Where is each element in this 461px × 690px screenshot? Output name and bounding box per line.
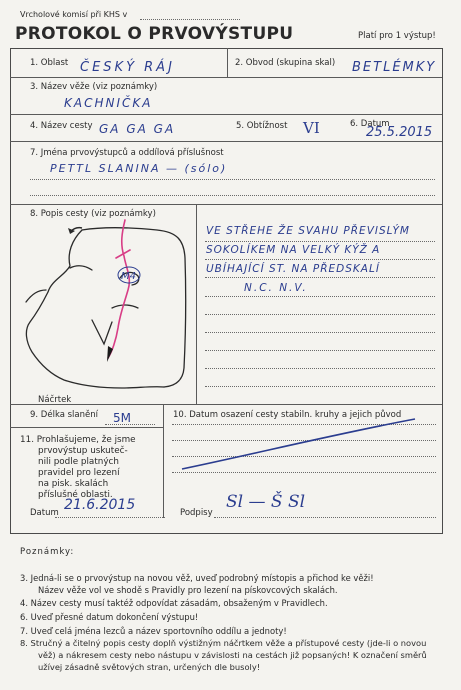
signature-date-value: 21.6.2015 <box>64 497 136 513</box>
signatures-line <box>214 517 436 518</box>
description-label: 8. Popis cesty (viz poznámky) <box>30 209 156 219</box>
description-line <box>205 386 435 387</box>
description-line <box>205 277 435 278</box>
climbers-line <box>30 195 435 196</box>
row-divider <box>10 77 442 78</box>
rappel-line <box>105 424 155 425</box>
climbers-value: PETTL SLANINA — (sólo) <box>50 162 228 175</box>
rappel-value: 5M <box>113 411 131 425</box>
oblast-label: 1. Oblast <box>30 58 69 68</box>
rappel-label: 9. Délka slanění <box>30 410 98 420</box>
description-line <box>205 241 435 242</box>
strikeout-line <box>180 415 430 475</box>
committee-line <box>140 19 240 20</box>
description-text-2: SOKOLÍKEM NA VELKÝ KÝŽ A <box>206 244 381 256</box>
declaration-1: 11. Prohlašujeme, že jsme <box>20 435 136 445</box>
declaration-2: prvovýstup uskuteč- <box>38 446 128 456</box>
date-value: 25.5.2015 <box>366 125 433 140</box>
note-item: 3. Jedná-li se o prvovýstup na novou věž, uveď podrobný místopis a přichod ke věži! <box>20 573 374 583</box>
page-title: PROTOKOL O PRVOVÝSTUPU <box>15 24 294 44</box>
declaration-5: na pisk. skalách <box>38 479 109 489</box>
description-text-4: N.C. N.V. <box>244 282 308 294</box>
note-item: Název věže vol ve shodě s Pravidly pro lezení na pískovcových skalách. <box>38 585 338 595</box>
signature-date-line <box>55 517 165 518</box>
climbers-label: 7. Jména prvovýstupců a oddílová příslušnost <box>30 148 224 158</box>
route-label: 4. Název cesty <box>30 121 93 131</box>
col-divider <box>227 48 228 78</box>
obvod-label: 2. Obvod (skupina skal) <box>235 58 336 68</box>
date-label: 6. Datum <box>350 119 390 129</box>
description-line <box>205 259 435 260</box>
note-item: 6. Uveď přesné datum dokončení výstupu! <box>20 612 199 622</box>
row-divider <box>10 404 442 405</box>
description-line <box>205 296 435 297</box>
tower-outline <box>26 228 186 388</box>
row-divider <box>10 204 442 205</box>
route-sketch <box>12 218 198 404</box>
signatures-label: Podpisy <box>180 508 213 518</box>
anchor-date-label: 10. Datum osazení cesty stabiln. kruhy a jejich původ <box>173 410 402 420</box>
oblast-value: ČESKÝ RÁJ <box>80 60 175 75</box>
committee-label: Vrcholové komisí při KHS v <box>20 10 128 19</box>
signatures-value: Sl — Š Sl <box>226 492 306 512</box>
description-text-3: UBÍHAJÍCÍ ST. NA PŘEDSKALÍ <box>206 263 380 275</box>
note-item: 8. Stručný a čitelný popis cesty doplň výstižným náčrtkem věže a přístupové cesty (jde-li o novou <box>20 638 427 648</box>
row-divider <box>10 427 163 428</box>
note-item: užívej zásadně světových stran, určených dle busoly! <box>38 662 261 672</box>
declaration-3: nili podle platných <box>38 457 119 467</box>
sketch-label: Náčrtek <box>38 395 72 405</box>
difficulty-label: 5. Obtížnost <box>236 121 288 131</box>
declaration-6: příslušné oblasti. <box>38 490 113 500</box>
route-value: GA GA GA <box>99 122 176 136</box>
notes-title: Poznámky: <box>20 547 75 557</box>
note-item: 4. Název cesty musí taktéž odpovídat zásadám, obsaženým v Pravidlech. <box>20 598 328 608</box>
note-item: 7. Uveď celá jména lezců a název sportovního oddílu a jednoty! <box>20 626 287 636</box>
route-line <box>108 220 130 358</box>
description-line <box>205 314 435 315</box>
row-divider <box>10 141 442 142</box>
tower-label: 3. Název věže (viz poznámky) <box>30 82 158 92</box>
signature-date-label: Datum <box>30 508 59 518</box>
sketch-m4-text: M4 <box>121 271 136 282</box>
valid-for-label: Platí pro 1 výstup! <box>358 31 436 41</box>
obvod-value: BETLÉMKY <box>352 60 437 75</box>
description-line <box>205 350 435 351</box>
description-text-1: VE STŘEHE ŽE SVAHU PŘEVISLÝM <box>206 225 410 237</box>
difficulty-value: VI <box>303 119 320 137</box>
tower-value: KACHNIČKA <box>64 96 153 110</box>
description-line <box>205 368 435 369</box>
description-line <box>205 332 435 333</box>
declaration-4: pravidel pro lezení <box>38 468 120 478</box>
row-divider <box>10 114 442 115</box>
note-item: věž) a nákresem cesty nebo nástupu v závislosti na cestách již popsaných! K označení směrů <box>38 650 427 660</box>
section-divider <box>163 404 164 518</box>
climbers-line <box>30 179 435 180</box>
